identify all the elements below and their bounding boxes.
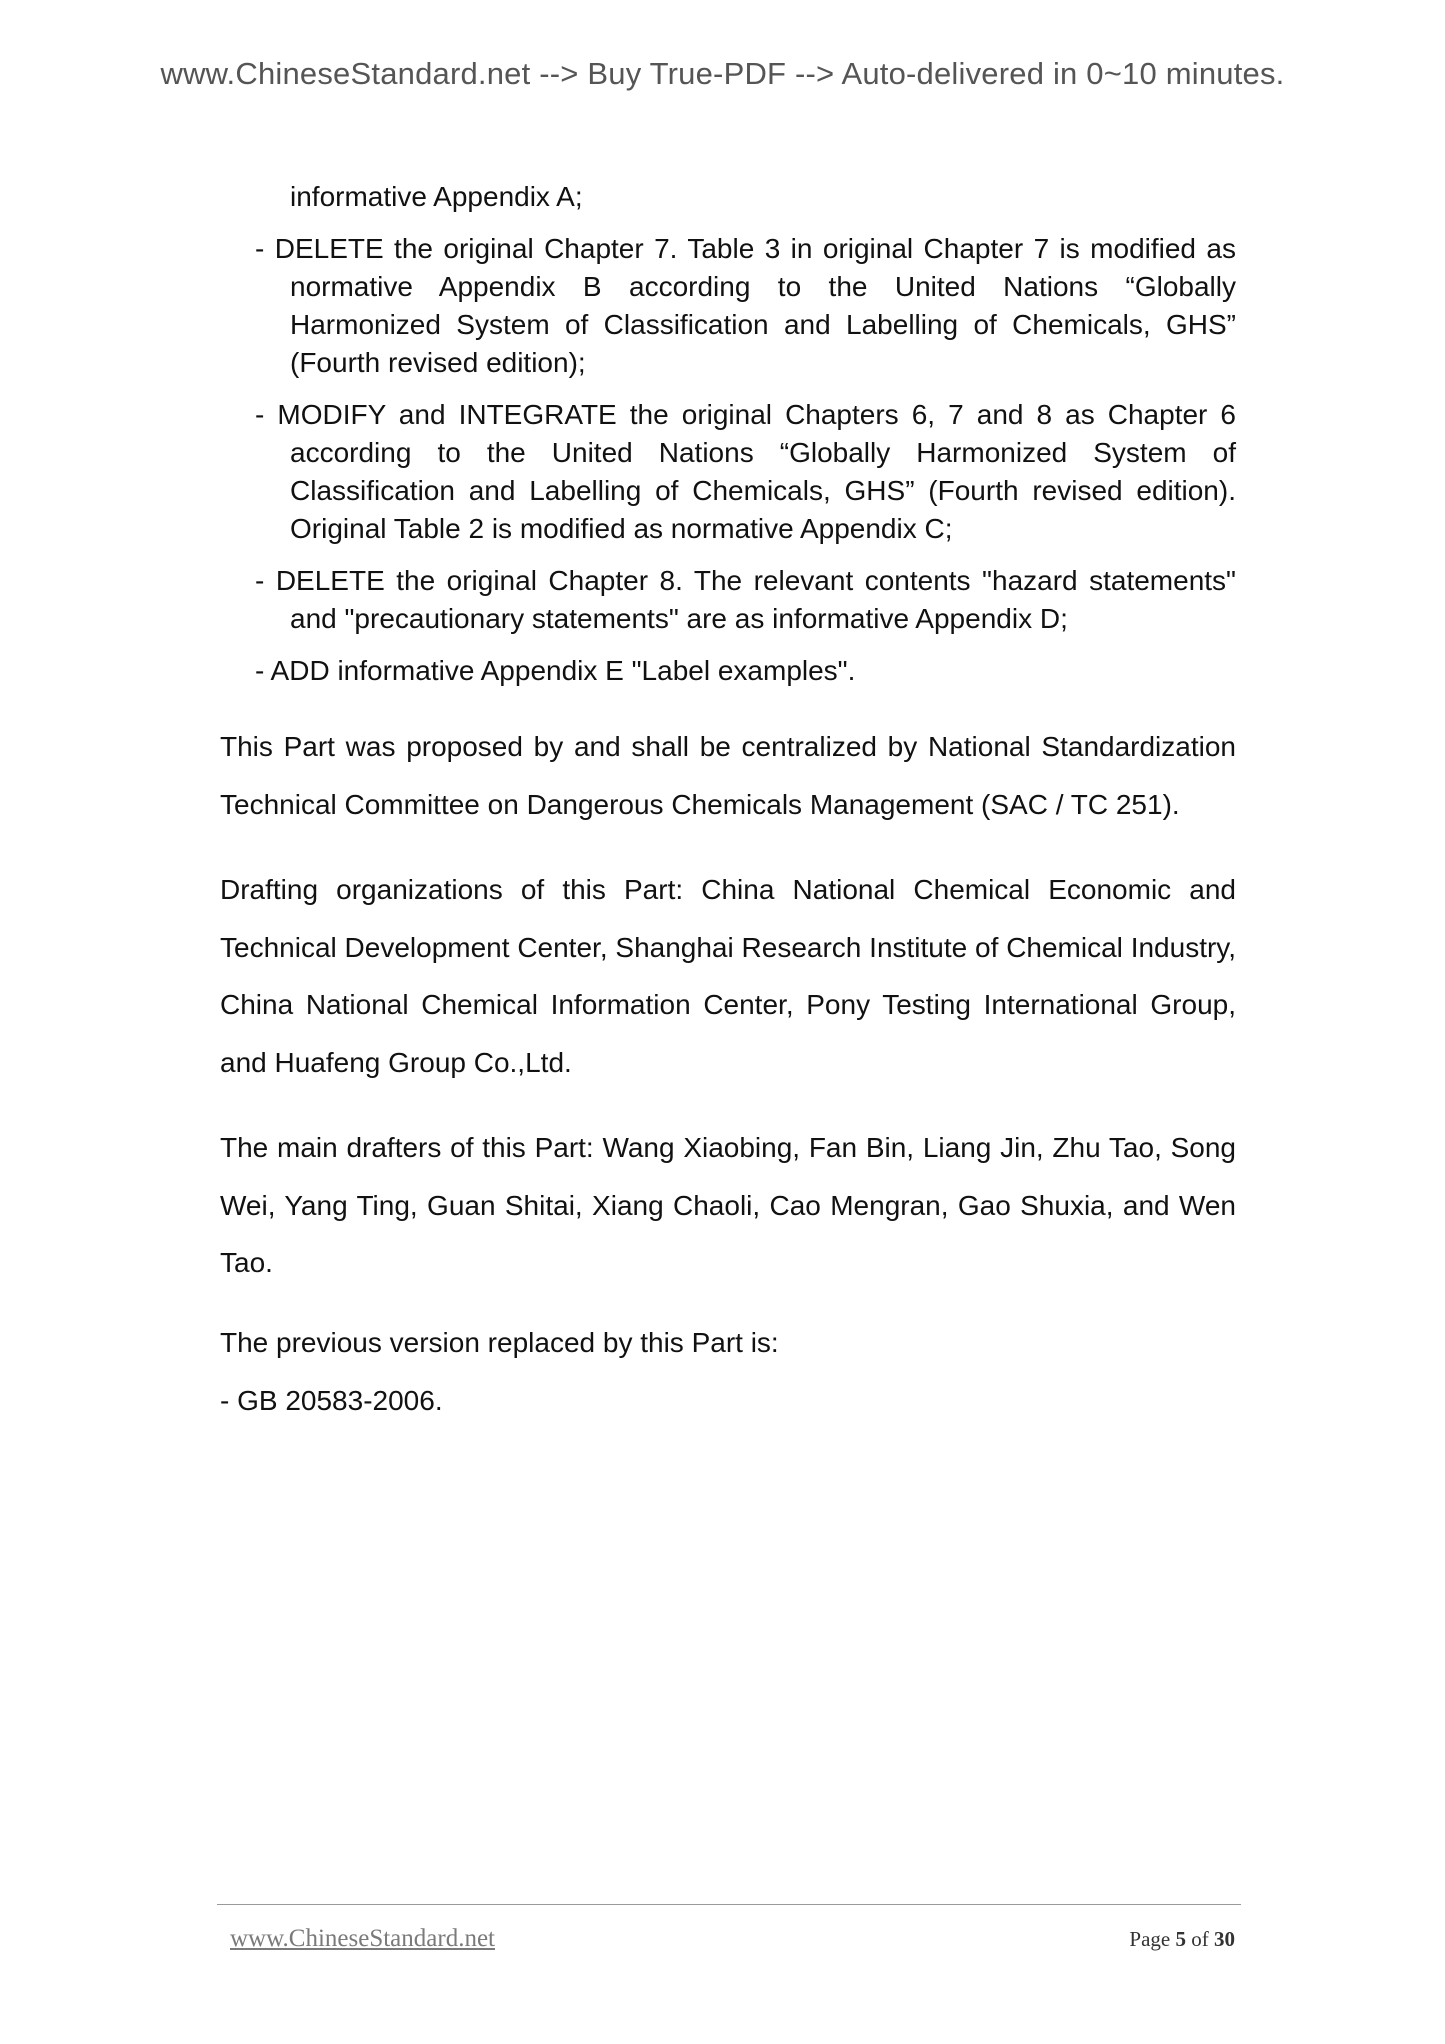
document-body [220,178,1236,1420]
proposal-paragraph: This Part was proposed by and shall be centralized by National Standardization Technical Committee on Dangerous Chemicals Management (SAC / TC 251). [220,731,1236,820]
list-item: - DELETE the original Chapter 8. The relevant contents "hazard statements" and "precautionary statements" are as informative Appendix D; [255,565,1236,634]
list-item: - MODIFY and INTEGRATE the original Chapters 6, 7 and 8 as Chapter 6 according to the United Nations “Globally Harmonized System of Classification and Labelling of Chemicals, GHS” (Fourth revised edition). Original Table 2 is modified as normative Appendix C; [255,399,1236,544]
footer-site-link[interactable]: www.ChineseStandard.net [230,1925,495,1952]
page-number [1129,1927,1235,1952]
list-item: - DELETE the original Chapter 7. Table 3 in original Chapter 7 is modified as normative Appendix B according to the United Nations “Globally Harmonized System of Classification and Labelling of Chemicals, GHS” (Fourth revised edition); [255,233,1236,378]
list-item: - ADD informative Appendix E "Label examples". [255,655,856,686]
footer-divider [217,1904,1241,1905]
main-drafters-paragraph: The main drafters of this Part: Wang Xiaobing, Fan Bin, Liang Jin, Zhu Tao, Song Wei, Yang Ting, Guan Shitai, Xiang Chaoli, Cao Mengran, Gao Shuxia, and Wen Tao. [220,1132,1236,1278]
previous-version-item: - GB 20583-2006. [220,1384,443,1416]
page-current: 5 [1175,1927,1186,1951]
continuation-line: informative Appendix A; [290,181,583,212]
page-of: of [1191,1927,1209,1951]
page-total: 30 [1214,1927,1235,1951]
drafting-organizations-paragraph: Drafting organizations of this Part: China National Chemical Economic and Technical Development Center, Shanghai Research Institute of Chemical Industry, China National Chemical Information Center, Pony Testing International Group, and Huafeng Group Co.,Ltd. [220,874,1236,1078]
top-banner: www.ChineseStandard.net --> Buy True-PDF --> Auto-delivered in 0~10 minutes. [160,56,1285,91]
previous-version-label: The previous version replaced by this Part is: [220,1326,779,1358]
page-prefix: Page [1129,1927,1171,1951]
